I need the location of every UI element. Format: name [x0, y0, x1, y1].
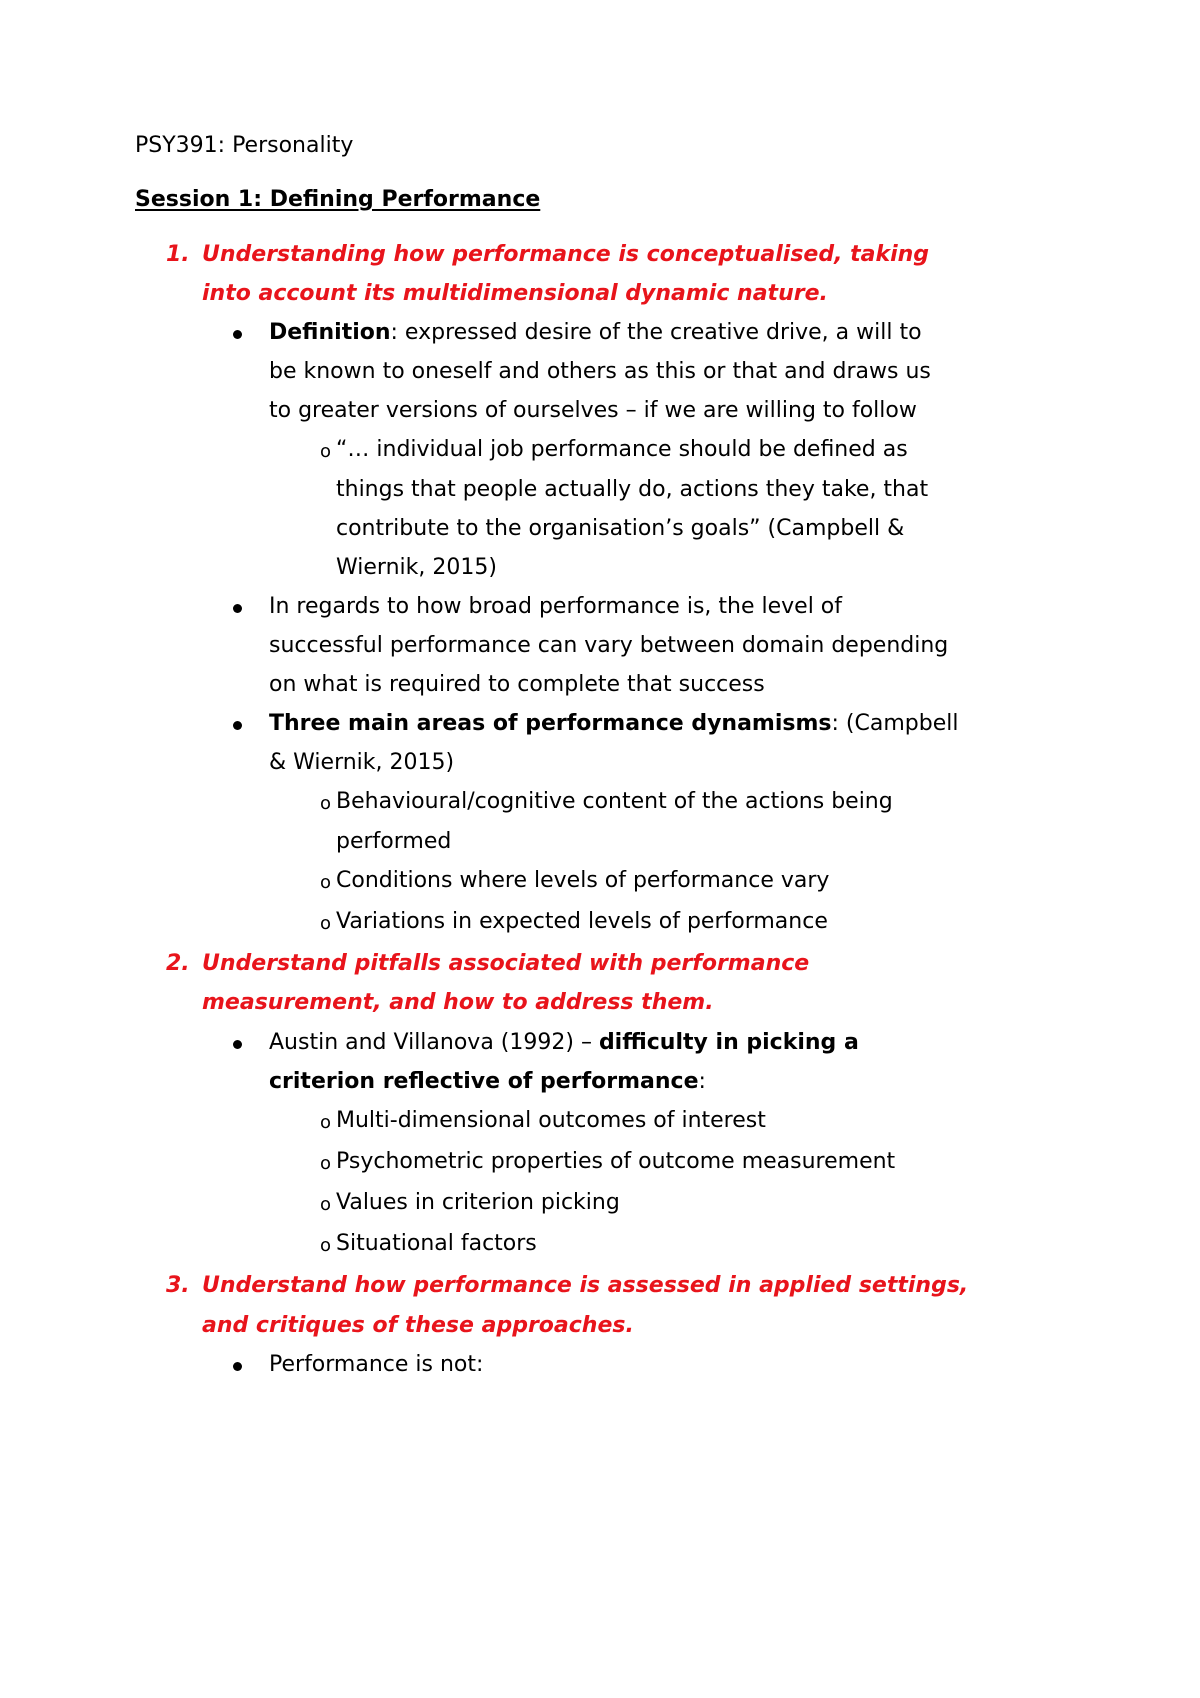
section-1-number: 1. — [166, 242, 190, 267]
criterion-item-4: Situational factors — [336, 1231, 537, 1256]
circle-bullet-icon: o — [320, 793, 332, 814]
circle-bullet-icon: o — [320, 1235, 332, 1256]
dynamism-item-1-line-2: performed — [336, 829, 452, 854]
course-title: PSY391: Personality — [135, 133, 354, 158]
circle-bullet-icon: o — [320, 1153, 332, 1174]
section-3-heading-line-2: and critiques of these approaches. — [202, 1313, 634, 1338]
definition-line-1: Definition: expressed desire of the creative drive, a will to — [269, 320, 922, 345]
breadth-line-3: on what is required to complete that success — [269, 672, 765, 697]
criterion-item-3: Values in criterion picking — [336, 1190, 620, 1215]
breadth-line-1: In regards to how broad performance is, the level of — [269, 594, 842, 619]
section-2-heading-line-2: measurement, and how to address them. — [202, 990, 714, 1015]
circle-bullet-icon: o — [320, 872, 332, 893]
bullet-icon — [233, 1362, 242, 1371]
bullet-icon — [233, 330, 242, 339]
dynamism-item-3: Variations in expected levels of performance — [336, 909, 828, 934]
section-3-number: 3. — [166, 1273, 190, 1298]
criterion-item-1: Multi-dimensional outcomes of interest — [336, 1108, 766, 1133]
circle-bullet-icon: o — [320, 441, 332, 462]
dynamisms-line-2: & Wiernik, 2015) — [269, 750, 455, 775]
bullet-icon — [233, 1040, 242, 1049]
quote-line-2: things that people actually do, actions they take, that — [336, 477, 929, 502]
dynamisms-line-1: Three main areas of performance dynamisms: (Campbell — [269, 711, 959, 736]
section-2-number: 2. — [166, 951, 190, 976]
session-title: Session 1: Defining Performance — [135, 187, 541, 212]
circle-bullet-icon: o — [320, 1194, 332, 1215]
bullet-icon — [233, 604, 242, 613]
section-1-heading-line-1: Understanding how performance is conceptualised, taking — [202, 242, 930, 267]
section-2-heading-line-1: Understand pitfalls associated with performance — [202, 951, 810, 976]
austin-line-2: criterion reflective of performance: — [269, 1069, 706, 1094]
dynamism-item-2: Conditions where levels of performance vary — [336, 868, 830, 893]
quote-line-3: contribute to the organisation’s goals” (Campbell & — [336, 516, 905, 541]
circle-bullet-icon: o — [320, 1112, 332, 1133]
quote-line-1: “… individual job performance should be defined as — [336, 437, 908, 462]
breadth-line-2: successful performance can vary between domain depending — [269, 633, 949, 658]
circle-bullet-icon: o — [320, 913, 332, 934]
section-1-heading-line-2: into account its multidimensional dynamic nature. — [202, 281, 828, 306]
dynamism-item-1-line-1: Behavioural/cognitive content of the actions being — [336, 789, 893, 814]
definition-line-3: to greater versions of ourselves – if we are willing to follow — [269, 398, 917, 423]
bullet-icon — [233, 721, 242, 730]
section-3-heading-line-1: Understand how performance is assessed in applied settings, — [202, 1273, 969, 1298]
quote-line-4: Wiernik, 2015) — [336, 555, 497, 580]
performance-is-not: Performance is not: — [269, 1352, 484, 1377]
definition-line-2: be known to oneself and others as this or that and draws us — [269, 359, 931, 384]
austin-line-1: Austin and Villanova (1992) – difficulty in picking a — [269, 1030, 859, 1055]
criterion-item-2: Psychometric properties of outcome measurement — [336, 1149, 896, 1174]
